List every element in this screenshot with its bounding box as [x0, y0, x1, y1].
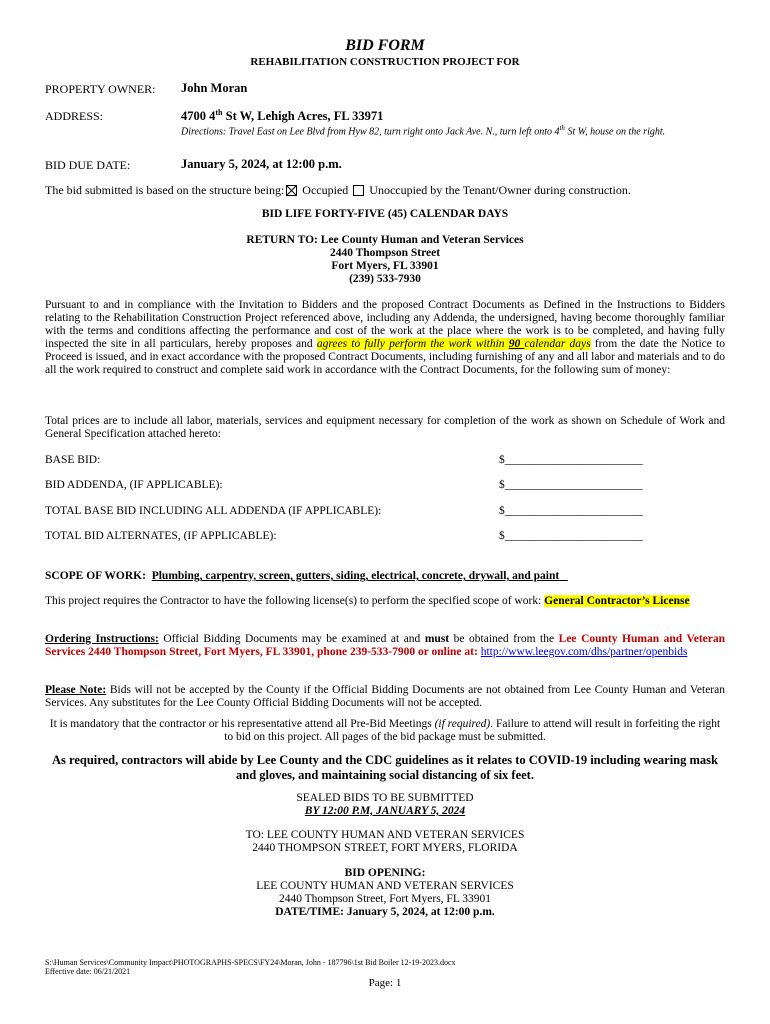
address-value: 4700 4th St W, Lehigh Acres, FL 33971: [181, 108, 384, 124]
scope-of-work: SCOPE OF WORK: Plumbing, carpentry, screen, gutters, siding, electrical, concrete, drywall, and paint: [45, 570, 560, 582]
bid-addenda-label: BID ADDENDA, (IF APPLICABLE):: [45, 479, 223, 491]
address-directions: Directions: Travel East on Lee Blvd from Hyw 82, turn right onto Jack Ave. N., turn left onto 4th St W, house on the right.: [181, 124, 666, 138]
structure-line: The bid submitted is based on the structure being: Occupied Unoccupied by the Tenant/Owner during construction.: [45, 183, 631, 197]
occupied-label: Occupied: [302, 183, 349, 197]
base-bid-amount[interactable]: $________________________: [499, 454, 643, 466]
license-paragraph: This project requires the Contractor to have the following license(s) to perform the specified scope of work: General Contractor’s License: [45, 595, 690, 607]
owner-label: PROPERTY OWNER:: [45, 82, 156, 96]
unoccupied-label: Unoccupied by the Tenant/Owner during construction.: [369, 183, 631, 197]
performance-days-highlight: agrees to fully perform the work within 90 calendar days: [316, 338, 591, 350]
openbids-link[interactable]: http://www.leegov.com/dhs/partner/openbids: [480, 646, 688, 658]
total-alternates-amount[interactable]: $________________________: [499, 530, 643, 542]
form-subtitle: REHABILITATION CONSTRUCTION PROJECT FOR: [250, 56, 520, 68]
sealed-bids: SEALED BIDS TO BE SUBMITTED BY 12:00 P.M, JANUARY 5, 2024: [296, 792, 474, 817]
base-bid-label: BASE BID:: [45, 454, 101, 466]
total-prices-paragraph: Total prices are to include all labor, materials, services and equipment necessary for completion of the work as shown on Schedule of Work and General Specification attached hereto:: [45, 415, 725, 440]
page-number: Page: 1: [368, 977, 402, 989]
total-base-bid-label: TOTAL BASE BID INCLUDING ALL ADDENDA (IF APPLICABLE):: [45, 505, 382, 517]
ordering-instructions: Ordering Instructions: Official Bidding Documents may be examined at and must be obtained from the Lee County Human and Veteran Services 2440 Thompson Street, Fort Myers, FL 33901, phone 239-533-7900 or online at: http://www.leegov.com/dhs/partner/openbids: [45, 633, 726, 658]
occupied-checkbox[interactable]: [286, 185, 297, 196]
due-date-value: January 5, 2024, at 12:00 p.m.: [181, 157, 342, 171]
covid-notice: As required, contractors will abide by Lee County and the CDC guidelines as it relates to COVID-19 including wearing mask and gloves, and maintaining social distancing of six feet.: [52, 753, 718, 782]
please-note: Please Note: Bids will not be accepted by the County if the Official Bidding Documents are not obtained from Lee County Human and Veteran Services. Any substitutes for the Lee County Official Bidding Documents will not be accepted.: [45, 684, 725, 709]
due-date-label: BID DUE DATE:: [45, 158, 131, 172]
submit-to: TO: LEE COUNTY HUMAN AND VETERAN SERVICES 2440 THOMPSON STREET, FORT MYERS, FLORIDA: [245, 829, 525, 854]
address-label: ADDRESS:: [45, 109, 104, 123]
total-alternates-label: TOTAL BID ALTERNATES, (IF APPLICABLE):: [45, 530, 277, 542]
return-to-block: RETURN TO: Lee County Human and Veteran Services 2440 Thompson Street Fort Myers, FL 33901 (239) 533-7930: [246, 234, 524, 285]
total-base-bid-amount[interactable]: $________________________: [499, 505, 643, 517]
unoccupied-checkbox[interactable]: [353, 185, 364, 196]
form-title: BID FORM: [345, 37, 425, 54]
footer-effective-date: Effective date: 06/21/2021: [45, 967, 131, 976]
bid-life: BID LIFE FORTY-FIVE (45) CALENDAR DAYS: [261, 208, 509, 220]
footer-path: S:\Human Services\Community Impact\PHOTOGRAPHS-SPECS\FY24\Moran, John - 187796\1st Bid Boiler 12-19-2023.docx: [45, 958, 456, 967]
compliance-paragraph: Pursuant to and in compliance with the Invitation to Bidders and the proposed Contract Documents as Defined in the Instructions to Bidders relating to the Rehabilitation Construction Project referenced above, including any Addenda, the undersigned, having become thoroughly familiar with the terms and conditions affecting the performance and cost of the work at the place where the work is to be completed, and having fully inspected the site in all particulars, hereby proposes and agrees to fully perform the work within 90 calendar days from the date the Notice to Proceed is issued, and in exact accordance with the proposed Contract Documents, including furnishing of any and all labor and materials and to do all the work required to construct and complete said work in accordance with the Contract Documents, for the following sum of money:: [45, 299, 726, 376]
bid-opening: BID OPENING: LEE COUNTY HUMAN AND VETERAN SERVICES 2440 Thompson Street, Fort Myers, FL 33901 DATE/TIME: January 5, 2024, at 12:00 p.m.: [256, 867, 514, 918]
owner-value: John Moran: [181, 81, 248, 95]
bid-addenda-amount[interactable]: $________________________: [499, 479, 643, 491]
mandatory-meeting: It is mandatory that the contractor or his representative attend all Pre-Bid Meetings (if required). Failure to attend will result in forfeiting the right to bid on this project. All pages of the bid package must be submitted.: [49, 718, 721, 743]
